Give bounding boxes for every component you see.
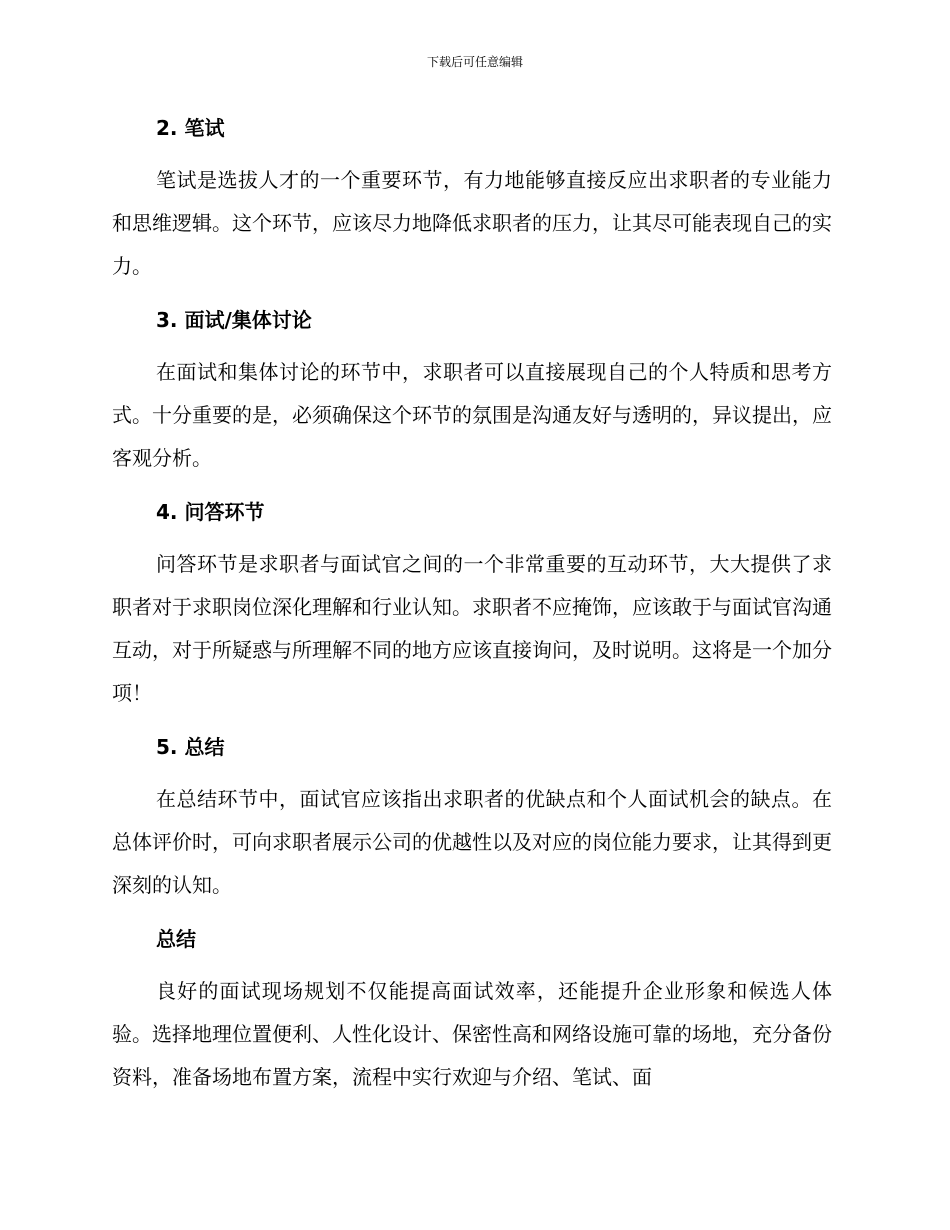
section-heading-written-test: 2. 笔试 — [156, 116, 225, 140]
section-body-summary-step: 在总结环节中，面试官应该指出求职者的优缺点和个人面试机会的缺点。在总体评价时，可向求职者展示公司的优越性以及对应的岗位能力要求，让其得到更深刻的认知。 — [112, 787, 832, 897]
section-body-interview: 在面试和集体讨论的环节中，求职者可以直接展现自己的个人特质和思考方式。十分重要的是，必须确保这个环节的氛围是沟通友好与透明的，异议提出，应客观分析。 — [112, 360, 832, 470]
section-body-qa: 问答环节是求职者与面试官之间的一个非常重要的互动环节，大大提供了求职者对于求职岗位深化理解和行业认知。求职者不应掩饰，应该敢于与面试官沟通互动，对于所疑惑与所理解不同的地方应该直接询问，及时说明。这将是一个加分项！ — [112, 552, 832, 705]
section-heading-qa: 4. 问答环节 — [156, 500, 265, 524]
document-body — [112, 108, 832, 1099]
section-heading-conclusion: 总结 — [156, 927, 196, 951]
section-heading-interview: 3. 面试/集体讨论 — [156, 308, 312, 332]
section-body-conclusion: 良好的面试现场规划不仅能提高面试效率，还能提升企业形象和候选人体验。选择地理位置便利、人性化设计、保密性高和网络设施可靠的场地，充分备份资料，准备场地布置方案，流程中实行欢迎与介绍、笔试、面 — [112, 979, 832, 1089]
section-heading-summary-step: 5. 总结 — [156, 735, 225, 759]
section-body-written-test: 笔试是选拔人才的一个重要环节，有力地能够直接反应出求职者的专业能力和思维逻辑。这个环节，应该尽力地降低求职者的压力，让其尽可能表现自己的实力。 — [112, 168, 832, 278]
page-header: 下载后可任意编辑 — [426, 55, 523, 69]
